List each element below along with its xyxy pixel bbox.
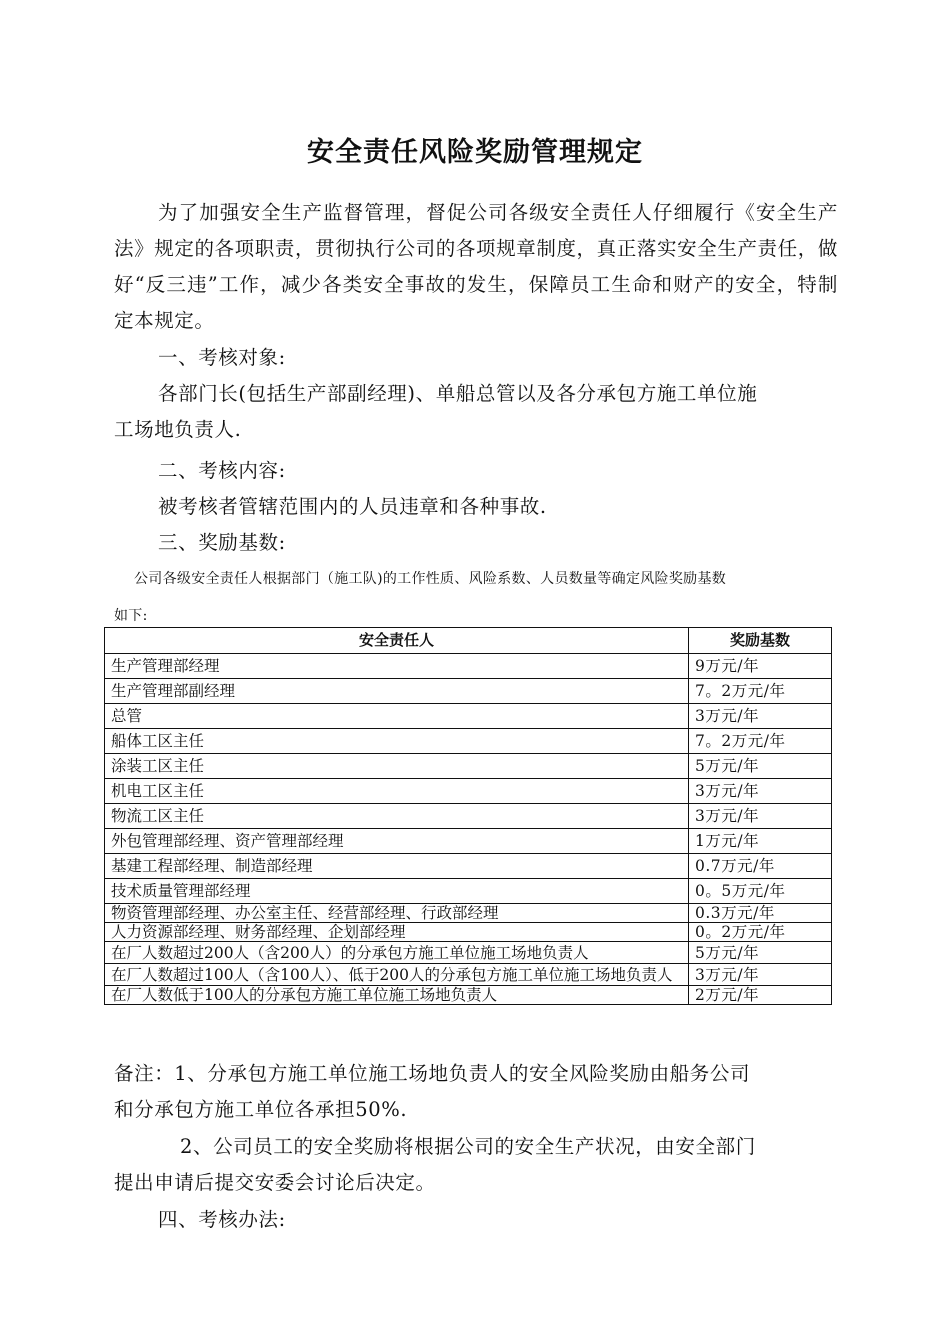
table-row <box>105 986 832 1005</box>
remark-1-line-2: 和分承包方施工单位各承担50%. <box>114 1098 408 1121</box>
section-3-note-line-1: 公司各级安全责任人根据部门（施工队)的工作性质、风险系数、人员数量等确定风险奖励基数 <box>134 571 727 587</box>
table-cell-amount: 0.3万元/年 <box>689 904 832 923</box>
section-1-heading: 一、考核对象: <box>158 346 286 369</box>
remark-1-line-1: 备注：1、分承包方施工单位施工场地负责人的安全风险奖励由船务公司 <box>114 1062 751 1085</box>
section-2-heading: 二、考核内容: <box>158 459 286 482</box>
table-cell-person: 机电工区主任 <box>105 779 689 804</box>
document-title: 安全责任风险奖励管理规定 <box>307 137 643 168</box>
table-row <box>105 904 832 923</box>
remark-2-line-1: 2、公司员工的安全奖励将根据公司的安全生产状况，由安全部门 <box>180 1135 756 1158</box>
table-cell-amount: 0.7万元/年 <box>689 854 832 879</box>
table-cell-person: 总管 <box>105 704 689 729</box>
table-cell-person: 生产管理部副经理 <box>105 679 689 704</box>
section-2-body: 被考核者管辖范围内的人员违章和各种事故. <box>158 495 547 518</box>
table-cell-person: 在厂人数低于100人的分承包方施工单位施工场地负责人 <box>105 986 689 1005</box>
table-cell-person: 外包管理部经理、资产管理部经理 <box>105 829 689 854</box>
table-cell-amount: 2万元/年 <box>689 986 832 1005</box>
table-cell-person: 物流工区主任 <box>105 804 689 829</box>
table-cell-amount: 5万元/年 <box>689 754 832 779</box>
intro-paragraph: 为了加强安全生产监督管理，督促公司各级安全责任人仔细履行《安全生产法》规定的各项职责，贯彻执行公司的各项规章制度，真正落实安全生产责任，做好“反三违”工作，减少各类安全事故的发生，保障员工生命和财产的安全，特制定本规定。 <box>114 201 838 332</box>
table-cell-person: 人力资源部经理、财务部经理、企划部经理 <box>105 923 689 942</box>
table-cell-person: 船体工区主任 <box>105 729 689 754</box>
table-cell-person: 物资管理部经理、办公室主任、经营部经理、行政部经理 <box>105 904 689 923</box>
table-header-person: 安全责任人 <box>105 628 689 654</box>
section-3-note-line-2: 如下: <box>114 608 148 624</box>
section-4-heading: 四、考核办法: <box>158 1208 286 1231</box>
table-row <box>105 923 832 942</box>
table-row <box>105 829 832 854</box>
table-row <box>105 654 832 679</box>
table-cell-person: 生产管理部经理 <box>105 654 689 679</box>
table-cell-amount: 9万元/年 <box>689 654 832 679</box>
reward-table <box>104 627 832 1005</box>
table-cell-amount: 3万元/年 <box>689 704 832 729</box>
table-cell-amount: 3万元/年 <box>689 804 832 829</box>
section-1-line-1: 各部门长(包括生产部副经理)、单船总管以及各分承包方施工单位施 <box>158 382 758 405</box>
table-cell-amount: 0。2万元/年 <box>689 923 832 942</box>
remark-2-line-2: 提出申请后提交安委会讨论后决定。 <box>114 1171 436 1194</box>
table-row <box>105 754 832 779</box>
table-cell-amount: 3万元/年 <box>689 964 832 986</box>
section-1-line-2: 工场地负责人. <box>114 418 242 441</box>
table-cell-amount: 0。5万元/年 <box>689 879 832 904</box>
table-row <box>105 804 832 829</box>
table-row <box>105 704 832 729</box>
table-cell-amount: 7。2万元/年 <box>689 679 832 704</box>
table-row <box>105 854 832 879</box>
table-cell-person: 基建工程部经理、制造部经理 <box>105 854 689 879</box>
table-row <box>105 879 832 904</box>
table-row <box>105 964 832 986</box>
table-cell-person: 技术质量管理部经理 <box>105 879 689 904</box>
table-row <box>105 729 832 754</box>
table-row <box>105 779 832 804</box>
table-row <box>105 679 832 704</box>
table-cell-amount: 7。2万元/年 <box>689 729 832 754</box>
table-row <box>105 942 832 964</box>
table-cell-person: 在厂人数超过200人（含200人）的分承包方施工单位施工场地负责人 <box>105 942 689 964</box>
table-cell-person: 在厂人数超过100人（含100人）、低于200人的分承包方施工单位施工场地负责人 <box>105 964 689 986</box>
section-3-heading: 三、奖励基数: <box>158 531 286 554</box>
table-cell-amount: 3万元/年 <box>689 779 832 804</box>
table-header-amount: 奖励基数 <box>689 628 832 654</box>
table-cell-amount: 5万元/年 <box>689 942 832 964</box>
table-cell-person: 涂装工区主任 <box>105 754 689 779</box>
table-cell-amount: 1万元/年 <box>689 829 832 854</box>
